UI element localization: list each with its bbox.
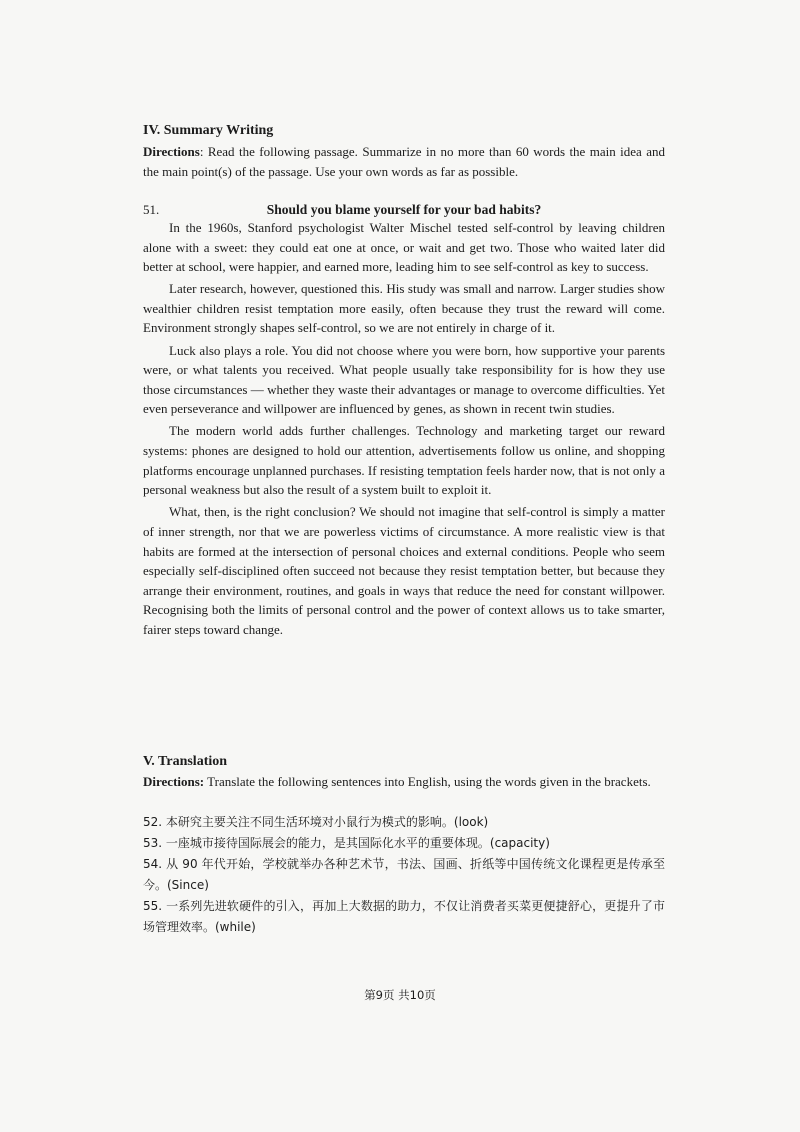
passage-title: Should you blame yourself for your bad habits? <box>266 202 542 217</box>
directions-text: : Read the following passage. Summarize in no more than 60 words the main idea and the main point(s) of the passage. Use your own words as far as possible. <box>143 144 665 179</box>
section-v-title: V. Translation <box>143 754 228 769</box>
passage-paragraph: Later research, however, questioned this. His study was small and narrow. Larger studies show wealthier children resist temptation more easily, often because they trust the reward will come. Environment strongly shapes self-control, so we are not entirely in charge of it. <box>143 281 665 336</box>
question-number: 51. <box>143 202 160 217</box>
section-iv-directions <box>143 142 665 182</box>
passage-paragraph: Luck also plays a role. You did not choose where you were born, how supportive your parents were, or what talents you received. What people usually take responsibility for is how they use those circumstances — whether they waste their advantages or manage to overcome difficulties. Yet even perseverance and willpower are influenced by genes, as shown in recent twin studies. <box>143 342 665 417</box>
directions-label: Directions <box>143 144 200 159</box>
translation-item: 55. 一系列先进软硬件的引入，再加上大数据的助力，不仅让消费者买菜更便捷舒心，更提升了市场管理效率。(while) <box>143 899 665 934</box>
directions-text: Translate the following sentences into English, using the words given in the brackets. <box>204 774 651 789</box>
passage-paragraph: What, then, is the right conclusion? We should not imagine that self-control is simply a matter of inner strength, nor that we are powerless victims of circumstance. A more realistic view is that habits are formed at the intersection of personal choices and external conditions. People who seem especially self-disciplined often succeed not because they resist temptation better, but because they arrange their environment, routines, and goals in ways that reduce the need for constant willpower. Recognising both the limits of personal control and the power of context allows us to take smarter, fairer steps toward change. <box>143 504 665 637</box>
section-iv-title: IV. Summary Writing <box>143 123 274 138</box>
passage-body <box>143 218 665 642</box>
directions-label: Directions: <box>143 774 205 789</box>
passage-paragraph: The modern world adds further challenges. Technology and marketing target our reward systems: phones are designed to hold our attention, advertisements follow us online, and shopping platforms encourage unplanned purchases. If resisting temptation feels harder now, that is not only a personal weakness but also the result of a system built to exploit it. <box>143 423 665 498</box>
translation-item: 52. 本研究主要关注不同生活环境对小鼠行为模式的影响。(look) <box>143 815 489 829</box>
section-v-directions <box>143 772 673 792</box>
translation-list <box>143 812 665 938</box>
page-footer: 第9页 共10页 <box>364 988 436 1002</box>
passage-paragraph: In the 1960s, Stanford psychologist Walter Mischel tested self-control by leaving children alone with a sweet: they could eat one at once, or wait and get two. Those who waited later did better at school, were happier, and earned more, leading him to see self-control as key to success. <box>143 220 665 275</box>
translation-item: 53. 一座城市接待国际展会的能力，是其国际化水平的重要体现。(capacity) <box>143 836 550 850</box>
translation-item: 54. 从 90 年代开始，学校就举办各种艺术节，书法、国画、折纸等中国传统文化课程更是传承至今。(Since) <box>143 857 665 892</box>
